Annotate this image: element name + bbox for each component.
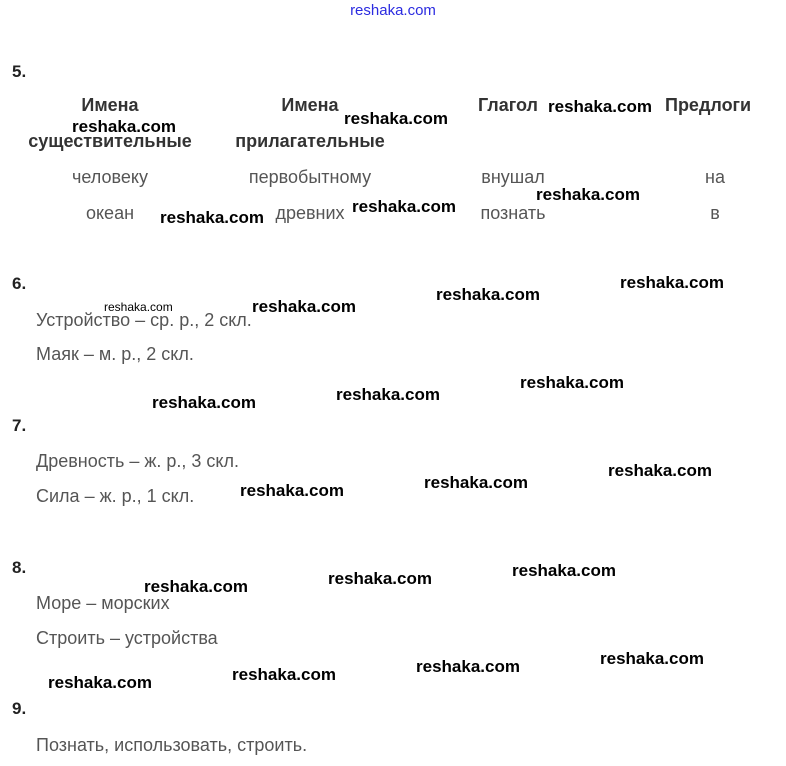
task-7-number: 7.: [12, 416, 27, 435]
answer-line: Строить – устройства: [36, 628, 218, 648]
table-cell: океан: [85, 203, 135, 223]
watermark: reshaka.com: [548, 97, 652, 116]
answer-line: Маяк – м. р., 2 скл.: [36, 344, 194, 364]
column-header-verb: Глагол: [478, 95, 538, 115]
watermark: reshaka.com: [232, 665, 336, 684]
watermark: reshaka.com: [160, 208, 264, 227]
table-cell: в: [710, 203, 720, 223]
watermark: reshaka.com: [424, 473, 528, 492]
watermark: reshaka.com: [144, 577, 248, 596]
watermark: reshaka.com: [436, 285, 540, 304]
answer-line: Древность – ж. р., 3 скл.: [36, 451, 240, 471]
watermark: reshaka.com: [240, 481, 344, 500]
watermark: reshaka.com: [512, 561, 616, 580]
answer-line: Познать, использовать, строить.: [36, 735, 308, 755]
task-6-number: 6.: [12, 274, 27, 293]
task-8-number: 8.: [12, 558, 27, 577]
watermark: reshaka.com: [336, 385, 440, 404]
watermark: reshaka.com: [536, 185, 640, 204]
watermark: reshaka.com: [48, 673, 152, 692]
column-header-nouns-line1: Имена: [81, 95, 139, 115]
table-cell: внушал: [481, 167, 545, 187]
watermark: reshaka.com: [600, 649, 704, 668]
column-header-prepositions: Предлоги: [665, 95, 752, 115]
watermark: reshaka.com: [416, 657, 520, 676]
table-cell: древних: [275, 203, 345, 223]
column-header-adjectives-line2: прилагательные: [235, 131, 385, 151]
table-cell: познать: [480, 203, 546, 223]
watermark: reshaka.com: [520, 373, 624, 392]
site-header[interactable]: reshaka.com: [350, 2, 436, 19]
watermark: reshaka.com: [328, 569, 432, 588]
watermark: reshaka.com: [72, 117, 176, 136]
watermark: reshaka.com: [104, 300, 173, 314]
table-cell: человеку: [72, 167, 148, 187]
answer-line: Устройство – ср. р., 2 скл.: [36, 310, 252, 330]
table-cell: на: [705, 167, 725, 187]
column-header-nouns-line2: существительные: [28, 131, 192, 151]
task-9-number: 9.: [12, 699, 27, 718]
watermark: reshaka.com: [152, 393, 256, 412]
answer-line: Море – морских: [36, 593, 170, 613]
table-cell: первобытному: [248, 167, 372, 187]
watermark: reshaka.com: [620, 273, 724, 292]
watermark: reshaka.com: [252, 297, 356, 316]
column-header-adjectives-line1: Имена: [281, 95, 339, 115]
watermark: reshaka.com: [344, 109, 448, 128]
task-5-number: 5.: [12, 62, 27, 81]
answer-line: Сила – ж. р., 1 скл.: [36, 486, 195, 506]
watermark: reshaka.com: [352, 197, 456, 216]
watermark: reshaka.com: [608, 461, 712, 480]
